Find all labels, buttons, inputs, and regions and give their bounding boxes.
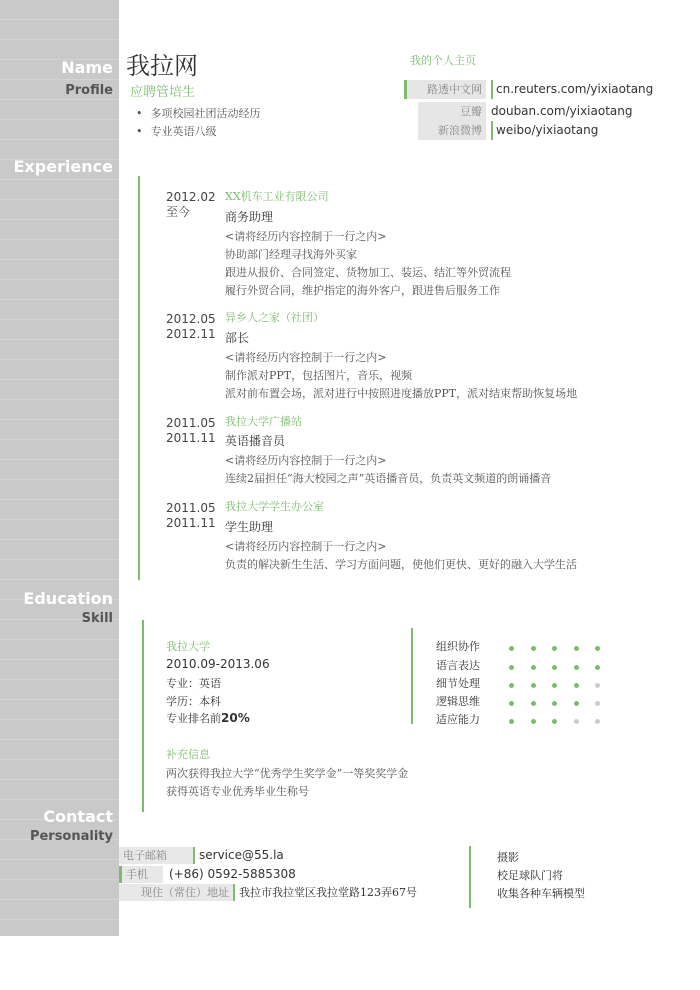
exp-line: <请将经历内容控制于一行之内> xyxy=(225,454,387,467)
skill-dot xyxy=(552,665,557,670)
skill-dot xyxy=(595,646,600,651)
skill-dot xyxy=(552,701,557,706)
sidebar-education-label: Education xyxy=(23,589,113,608)
skill-dot xyxy=(531,646,536,651)
degree: 学历：本科 xyxy=(166,695,221,708)
hobby-item: 收集各种车辆模型 xyxy=(497,887,585,900)
skill-dot xyxy=(574,646,579,651)
skill-dot xyxy=(509,683,514,688)
skill-dot xyxy=(509,719,514,724)
exp-role: 英语播音员 xyxy=(225,434,286,448)
exp-line: 派对前布置会场，派对进行中按照进度播放PPT，派对结束帮助恢复场地 xyxy=(225,387,578,400)
skill-dot xyxy=(595,665,600,670)
extra-info-line: 获得英语专业优秀毕业生称号 xyxy=(166,785,309,798)
skill-dot xyxy=(509,646,514,651)
exp-role: 部长 xyxy=(225,331,250,345)
sidebar-personality-label: Personality xyxy=(29,829,113,844)
hobby-item: 校足球队门将 xyxy=(497,869,563,882)
exp-date-end: 2011.11 xyxy=(166,516,216,530)
job-position: 应聘管培生 xyxy=(130,85,196,100)
skill-dot xyxy=(574,683,579,688)
skill-dot xyxy=(552,719,557,724)
exp-organization: XX机车工业有限公司 xyxy=(225,190,329,203)
skill-dot xyxy=(574,719,579,724)
class-rank-prefix: 专业排名前 xyxy=(166,712,221,725)
link-label-reuters: 路透中文网 xyxy=(404,80,486,99)
exp-date-start: 2012.02 xyxy=(166,190,216,204)
link-reuters[interactable]: cn.reuters.com/yixiaotang xyxy=(491,80,653,99)
candidate-name: 我拉网 xyxy=(126,52,198,80)
skill-name: 适应能力 xyxy=(436,713,480,726)
sidebar-contact-label: Contact xyxy=(43,807,113,826)
study-period: 2010.09-2013.06 xyxy=(166,657,270,671)
skill-dot xyxy=(531,683,536,688)
education-timeline xyxy=(142,620,144,812)
major: 专业：英语 xyxy=(166,677,221,690)
skill-dot xyxy=(595,701,600,706)
skill-dot xyxy=(509,701,514,706)
skill-dot xyxy=(595,683,600,688)
email-value[interactable]: service@55.la xyxy=(193,847,284,864)
exp-date-start: 2011.05 xyxy=(166,501,216,515)
class-rank xyxy=(166,710,250,726)
link-label-douban: 豆瓣 xyxy=(418,102,486,121)
exp-date-end: 2011.11 xyxy=(166,431,216,445)
exp-line: 连续2届担任“海大校园之声”英语播音员，负责英文频道的朗诵播音 xyxy=(225,472,552,485)
phone-label: 手机 xyxy=(119,866,163,883)
email-label: 电子邮箱 xyxy=(119,847,193,864)
exp-line: 履行外贸合同，维护指定的海外客户，跟进售后服务工作 xyxy=(225,284,500,297)
link-label-weibo: 新浪微博 xyxy=(418,121,486,140)
link-douban[interactable]: douban.com/yixiaotang xyxy=(491,104,633,118)
exp-organization: 异乡人之家（社团） xyxy=(225,311,324,324)
extra-info-title: 补充信息 xyxy=(166,748,210,761)
exp-line: <请将经历内容控制于一行之内> xyxy=(225,351,387,364)
profile-bullet: • 专业英语八级 xyxy=(136,123,217,139)
extra-info-line: 两次获得我拉大学“优秀学生奖学金”一等奖奖学金 xyxy=(166,767,409,780)
skill-dot xyxy=(552,646,557,651)
skill-dot xyxy=(531,665,536,670)
skill-name: 逻辑思维 xyxy=(436,695,480,708)
skill-dot xyxy=(552,683,557,688)
address-label: 现住（常住）地址 xyxy=(119,884,233,901)
sidebar-name-label: Name xyxy=(61,58,113,77)
skill-name: 语言表达 xyxy=(436,659,480,672)
school-name: 我拉大学 xyxy=(166,640,210,653)
skill-divider xyxy=(411,628,413,724)
experience-timeline xyxy=(138,176,140,580)
left-sidebar xyxy=(0,0,119,936)
exp-line: <请将经历内容控制于一行之内> xyxy=(225,230,387,243)
sidebar-profile-label: Profile xyxy=(65,83,113,98)
exp-line: 负责的解决新生生活、学习方面问题，使他们更快、更好的融入大学生活 xyxy=(225,558,577,571)
exp-role: 学生助理 xyxy=(225,520,274,534)
exp-line: 协助部门经理寻找海外买家 xyxy=(225,248,357,261)
sidebar-skill-label: Skill xyxy=(81,611,113,626)
skill-dot xyxy=(531,719,536,724)
exp-organization: 我拉大学学生办公室 xyxy=(225,500,324,513)
skill-name: 细节处理 xyxy=(436,677,480,690)
hobby-item: 摄影 xyxy=(497,851,519,864)
exp-line: 跟进从报价、合同签定、货物加工、装运、结汇等外贸流程 xyxy=(225,266,511,279)
exp-organization: 我拉大学广播站 xyxy=(225,415,302,428)
class-rank-value: 20% xyxy=(221,711,250,725)
homepage-header: 我的个人主页 xyxy=(410,54,476,67)
skill-name: 组织协作 xyxy=(436,640,480,653)
exp-date-start: 2012.05 xyxy=(166,312,216,326)
exp-line: <请将经历内容控制于一行之内> xyxy=(225,540,387,553)
exp-role: 商务助理 xyxy=(225,210,274,224)
skill-dot xyxy=(574,701,579,706)
exp-date-end: 2012.11 xyxy=(166,327,216,341)
exp-date-start: 2011.05 xyxy=(166,416,216,430)
skill-dot xyxy=(595,719,600,724)
address-value: 我拉市我拉堂区我拉堂路123弄67号 xyxy=(233,884,417,901)
exp-line: 制作派对PPT，包括图片，音乐，视频 xyxy=(225,369,413,382)
profile-bullet: • 多项校园社团活动经历 xyxy=(136,105,261,121)
exp-date-end: 至今 xyxy=(166,205,191,219)
skill-dot xyxy=(574,665,579,670)
skill-dot xyxy=(531,701,536,706)
link-weibo[interactable]: weibo/yixiaotang xyxy=(491,121,598,140)
sidebar-experience-label: Experience xyxy=(13,157,113,176)
personality-divider xyxy=(469,846,471,908)
skill-dot xyxy=(509,665,514,670)
phone-value: (+86) 0592-5885308 xyxy=(169,867,296,881)
